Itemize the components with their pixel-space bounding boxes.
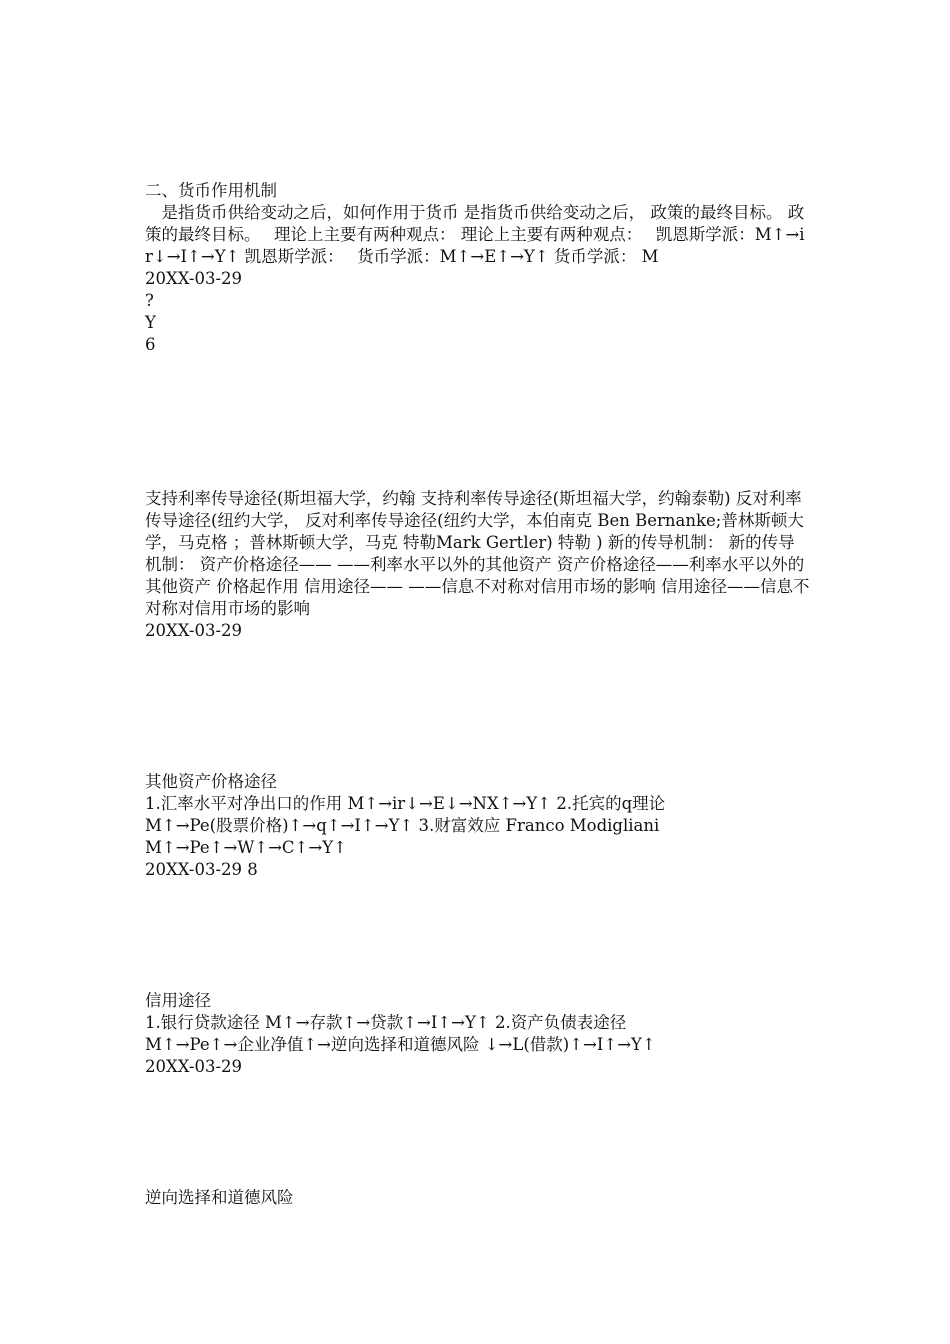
section-date: 20XX-03-29 8 (145, 860, 258, 879)
section-credit-channel (145, 990, 810, 1078)
section-line: M↑→Pe↑→W↑→C↑→Y↑ (145, 838, 347, 857)
section-heading: 二、货币作用机制 (145, 181, 277, 200)
section-body: 支持利率传导途径(斯坦福大学，约翰 支持利率传导途径(斯坦福大学，约翰泰勒) 反对利率传导途径(纽约大学， 反对利率传导途径(纽约大学，本伯南克 Ben Bernanke;普林斯顿大学，马克格 ；普林斯顿大学，马克 特勒Mark Gertler) 特勒 ) 新的传导机制： 新的传导机制： 资产价格途径—— ——利率水平以外的其他资产 资产价格途径——利率水平以外的其他资产 价格起作用 信用途径—— ——信息不对称对信用市场的影响 信用途径——信息不对称对信用市场的影响 (145, 489, 810, 618)
section-adverse-selection (145, 1187, 810, 1209)
section-heading: 其他资产价格途径 (145, 772, 277, 791)
section-line: 1.汇率水平对净出口的作用 M↑→ir↓→E↓→NX↑→Y↑ 2.托宾的q理论 (145, 794, 666, 813)
section-monetary-mechanism (145, 180, 810, 356)
section-line: M↑→Pe(股票价格)↑→q↑→I↑→Y↑ 3.财富效应 Franco Modigliani (145, 816, 660, 835)
page-number: 6 (145, 335, 156, 354)
section-transmission-debate (145, 488, 810, 642)
stray-text: ? (145, 291, 154, 310)
section-heading: 逆向选择和道德风险 (145, 1188, 294, 1207)
section-asset-price-channel (145, 771, 810, 881)
section-date: 20XX-03-29 (145, 269, 243, 288)
section-heading: 信用途径 (145, 991, 211, 1010)
section-date: 20XX-03-29 (145, 1057, 243, 1076)
section-line: 1.银行贷款途径 M↑→存款↑→贷款↑→I↑→Y↑ 2.资产负债表途径 (145, 1013, 627, 1032)
section-body: 是指货币供给变动之后，如何作用于货币 是指货币供给变动之后， 政策的最终目标。 政策的最终目标。 理论上主要有两种观点： 理论上主要有两种观点： 凯恩斯学派：M↑→ir↓→I↑→Y↑ 凯恩斯学派： 货币学派：M↑→E↑→Y↑ 货币学派： M (145, 203, 805, 266)
section-date: 20XX-03-29 (145, 621, 243, 640)
section-line: M↑→Pe↑→企业净值↑→逆向选择和道德风险 ↓→L(借款)↑→I↑→Y↑ (145, 1035, 656, 1054)
stray-text: Y (145, 313, 156, 332)
